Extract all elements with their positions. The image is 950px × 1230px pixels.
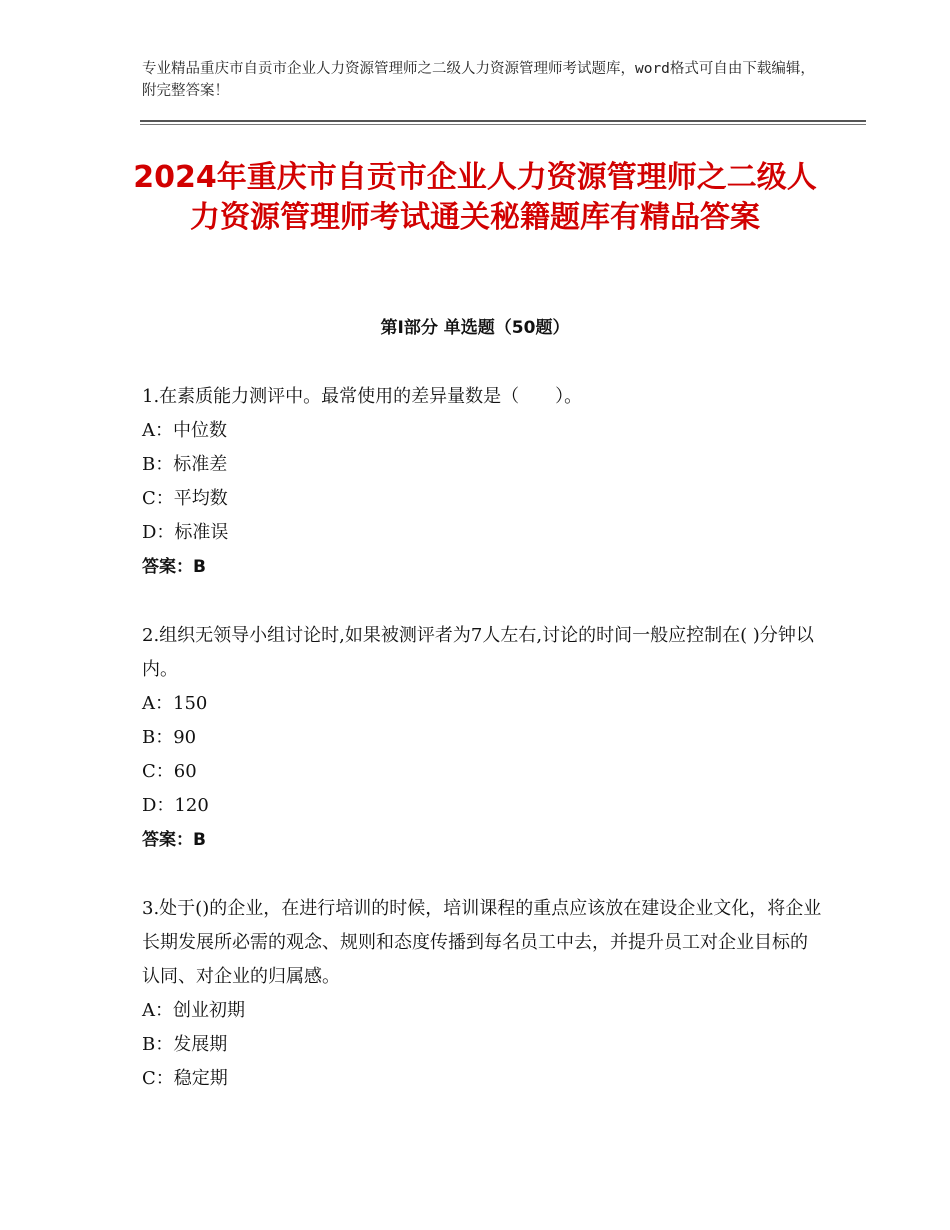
document-title: 2024年重庆市自贡市企业人力资源管理师之二级人力资源管理师考试通关秘籍题库有精品答案 <box>133 160 817 235</box>
question-2 <box>142 619 822 857</box>
header-note: 专业精品重庆市自贡市企业人力资源管理师之二级人力资源管理师考试题库，word格式可自由下载编辑，附完整答案！ <box>142 61 815 99</box>
answer: 答案：B <box>142 830 206 850</box>
question-3 <box>142 892 822 1096</box>
option-b: B：标准差 <box>142 454 228 475</box>
section-heading: 第Ⅰ部分 单选题（50题） <box>380 318 570 338</box>
question-stem: 1.在素质能力测评中。最常使用的差异量数是（ ）。 <box>142 386 583 407</box>
option-a: A：中位数 <box>142 420 227 441</box>
option-d: D：120 <box>142 795 209 816</box>
option-d: D：标准误 <box>142 522 229 543</box>
option-c: C：稳定期 <box>142 1068 228 1089</box>
answer: 答案：B <box>142 557 206 577</box>
question-stem: 3.处于()的企业，在进行培训的时候，培训课程的重点应该放在建设企业文化，将企业长期发展所必需的观念、规则和态度传播到每名员工中去，并提升员工对企业目标的认同、对企业的归属感。 <box>142 898 822 987</box>
header-rule-thin <box>140 124 866 125</box>
option-a: A：创业初期 <box>142 1000 245 1021</box>
option-c: C：平均数 <box>142 488 228 509</box>
option-c: C：60 <box>142 761 197 782</box>
option-a: A：150 <box>142 693 208 714</box>
option-b: B：发展期 <box>142 1034 228 1055</box>
question-stem: 2.组织无领导小组讨论时,如果被测评者为7人左右,讨论的时间一般应控制在( )分钟以内。 <box>142 625 814 680</box>
question-1 <box>142 380 822 584</box>
header-rule <box>140 120 866 122</box>
option-b: B：90 <box>142 727 197 748</box>
